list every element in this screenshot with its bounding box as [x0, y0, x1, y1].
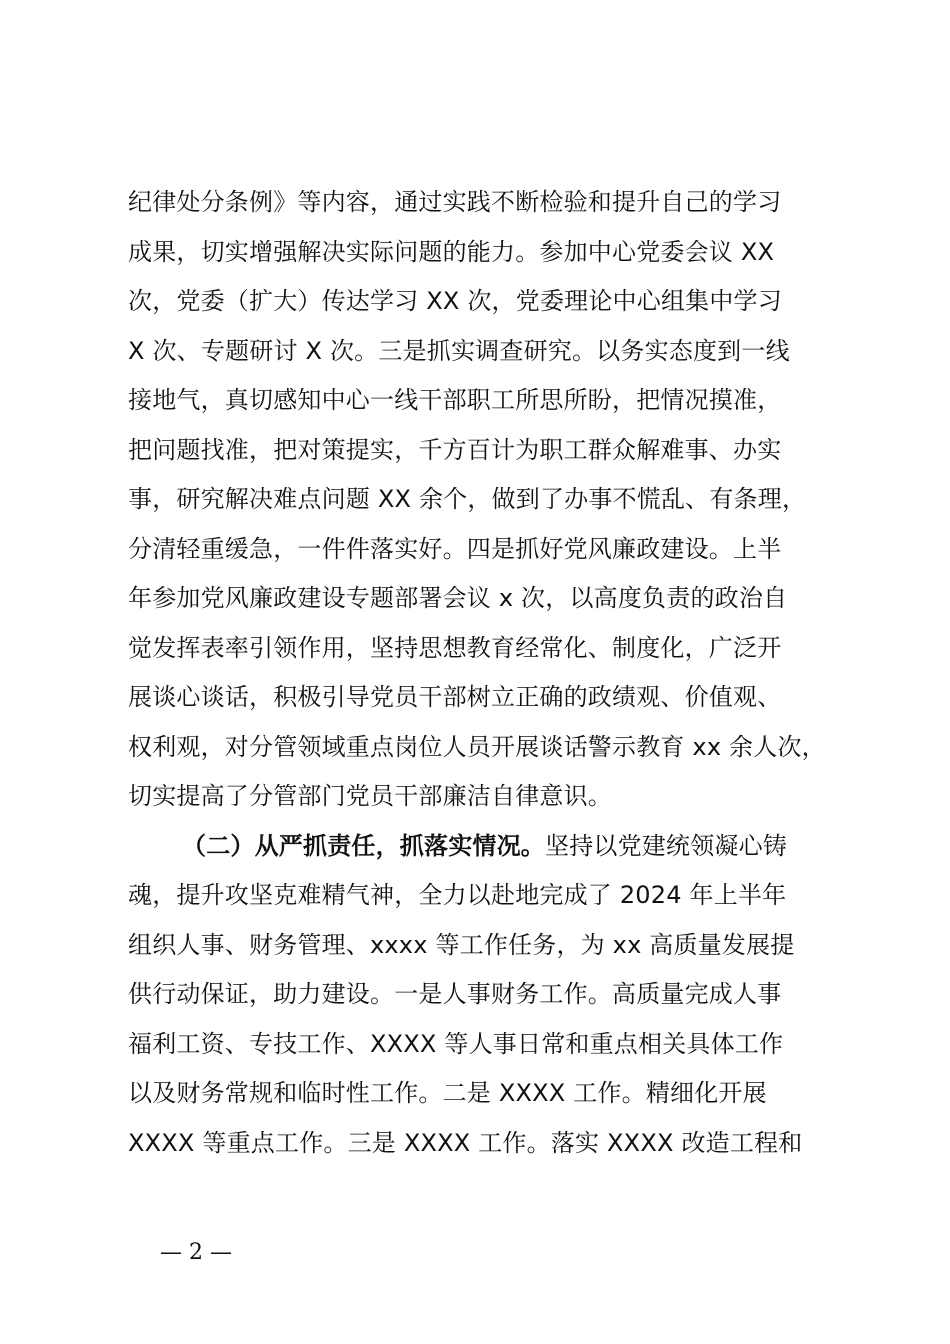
page-number: — 2 — [160, 1240, 232, 1265]
paragraph-2-line-7: XXXX 等重点工作。三是 XXXX 工作。落实 XXXX 改造工程和 [128, 1128, 803, 1157]
paragraph-2-line-5: 福利工资、专技工作、XXXX 等人事日常和重点相关具体工作 [128, 1029, 784, 1058]
paragraph-2-first-line [128, 822, 848, 872]
paragraph-1-line-1: 纪律处分条例》等内容，通过实践不断检验和提升自己的学习 [128, 188, 782, 216]
paragraph-1-line-9: 年参加党风廉政建设专题部署会议 x 次，以高度负责的政治自 [128, 584, 788, 612]
section-heading: （二）从严抓责任，抓落实情况。 [182, 831, 545, 860]
paragraph-1-line-7: 事，研究解决难点问题 XX 余个，做到了办事不慌乱、有条理， [128, 485, 807, 513]
paragraph-1-line-4: X 次、专题研讨 X 次。三是抓实调查研究。以务实态度到一线 [128, 336, 790, 365]
paragraph-1-line-2: 成果，切实增强解决实际问题的能力。参加中心党委会议 XX [128, 237, 775, 266]
paragraph-1-line-11: 展谈心谈话，积极引导党员干部树立正确的政绩观、价值观、 [128, 683, 782, 711]
paragraph-1-line-3: 次，党委（扩大）传达学习 XX 次，党委理论中心组集中学习 [128, 287, 782, 315]
paragraph-2-line-4: 供行动保证，助力建设。一是人事财务工作。高质量完成人事 [128, 980, 782, 1008]
paragraph-2-line-6: 以及财务常规和临时性工作。二是 XXXX 工作。精细化开展 [128, 1079, 767, 1107]
paragraph-1-line-10: 觉发挥表率引领作用，坚持思想教育经常化、制度化，广泛开 [128, 633, 782, 662]
paragraph-1-line-8: 分清轻重缓急，一件件落实好。四是抓好党风廉政建设。上半 [128, 534, 782, 563]
document-body [128, 178, 848, 1168]
paragraph-2-line-2: 魂，提升攻坚克难精气神，全力以赴地完成了 2024 年上半年 [128, 881, 787, 909]
paragraph-1-line-13: 切实提高了分管部门党员干部廉洁自律意识。 [128, 782, 612, 810]
paragraph-1-line-5: 接地气，真切感知中心一线干部职工所思所盼，把情况摸准， [128, 386, 782, 414]
paragraph-1-line-6: 把问题找准，把对策提实，千方百计为职工群众解难事、办实 [128, 435, 782, 464]
paragraph-2-first-line-text: 坚持以党建统领凝心铸 [545, 831, 787, 860]
paragraph-2-line-3: 组织人事、财务管理、xxxx 等工作任务，为 xx 高质量发展提 [128, 930, 795, 959]
paragraph-1-line-12: 权利观，对分管领域重点岗位人员开展谈话警示教育 xx 余人次， [128, 732, 826, 761]
